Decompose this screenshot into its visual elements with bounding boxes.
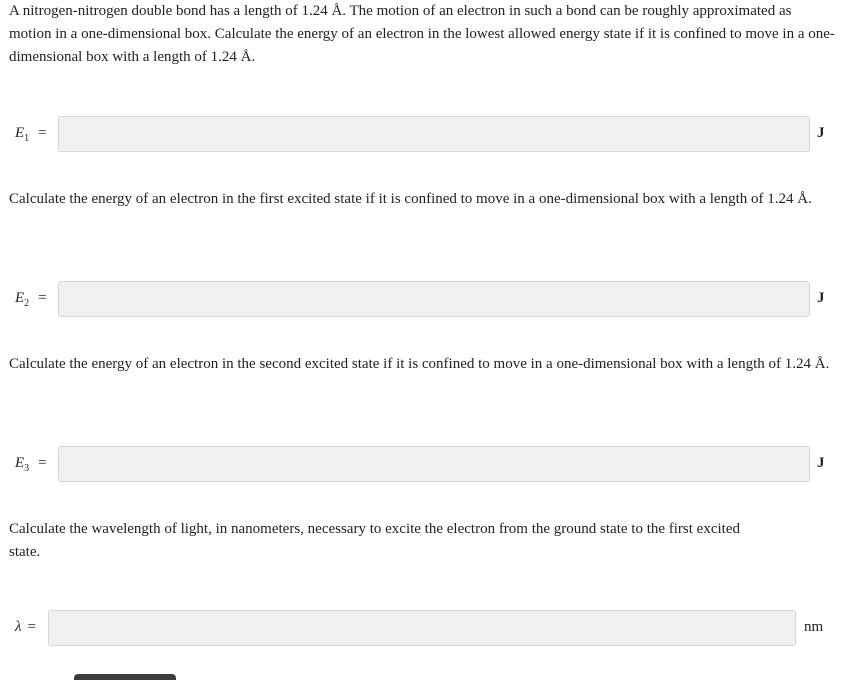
lambda-symbol: λ [15,619,22,635]
e1-unit: J [817,125,825,141]
e2-label [15,290,47,309]
lambda-unit: nm [804,619,824,635]
e1-subscript: 1 [24,133,30,144]
answer-row-e3 [0,445,843,485]
answer-row-e2 [0,280,843,320]
e3-label [15,455,47,474]
e1-symbol: E [15,125,25,141]
e2-subscript: 2 [24,298,30,309]
e1-answer-input[interactable] [58,116,810,152]
e2-symbol: E [15,290,25,306]
question-4-text: Calculate the wavelength of light, in nanometers, necessary to excite the electron from the ground state to the first excited state. [9,521,740,560]
e3-subscript: 3 [24,463,30,474]
e1-label [15,125,47,144]
e2-answer-input[interactable] [58,281,810,317]
question-3-text: Calculate the energy of an electron in the second excited state if it is confined to move in a one-dimensional box with a length of 1.24 Å. [9,356,830,372]
e3-symbol: E [15,455,25,471]
e3-unit: J [817,455,825,471]
lambda-label [15,619,36,636]
answer-row-e1 [0,115,843,155]
question-1-text: A nitrogen-nitrogen double bond has a length of 1.24 Å. The motion of an electron in such a bond can be roughly approximated as motion in a one-dimensional box. Calculate the energy of an electron in the lowest allowed energy state if it is confined to move in a one-dimensional box with a length of 1.24 Å. [9,3,835,65]
e2-unit: J [817,290,825,306]
equals-sign: = [38,455,47,471]
answer-row-lambda [0,609,843,649]
equals-sign: = [38,290,47,306]
lambda-answer-input[interactable] [48,610,796,646]
equals-sign: = [27,619,36,635]
question-2-text: Calculate the energy of an electron in the first excited state if it is confined to move in a one-dimensional box with a length of 1.24 Å. [9,191,812,207]
equals-sign: = [38,125,47,141]
e3-answer-input[interactable] [58,446,810,482]
submit-button[interactable] [74,674,176,680]
